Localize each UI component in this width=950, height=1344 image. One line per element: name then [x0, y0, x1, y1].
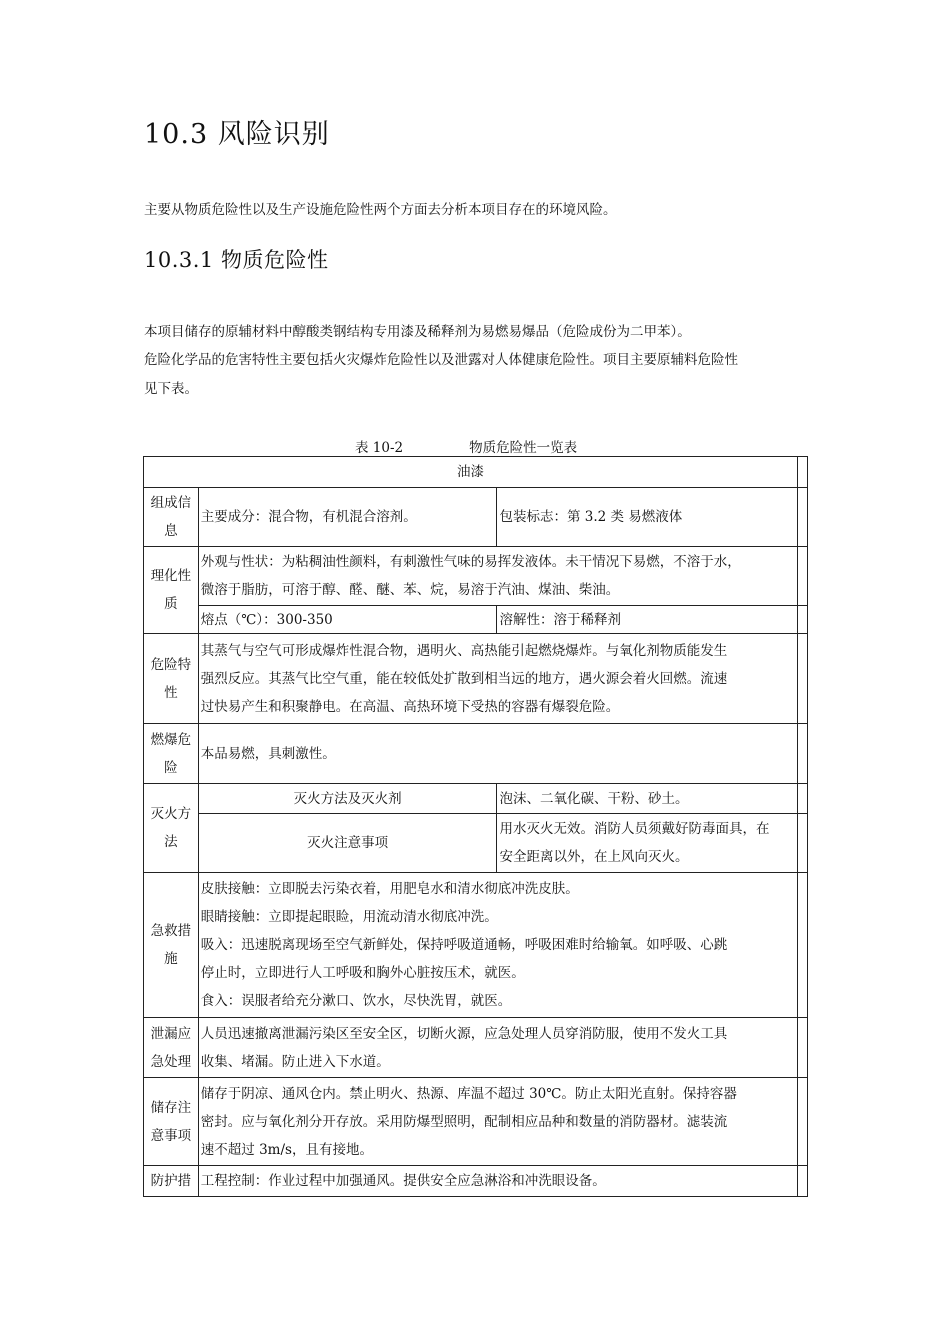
- storage-text: [198, 1078, 797, 1166]
- row-label-storage: [144, 1078, 199, 1166]
- body-paragraph-2-line: 见下表。: [144, 381, 198, 397]
- body-paragraph-2: [144, 346, 814, 404]
- leak-text: [198, 1018, 797, 1078]
- cell-line: 安全距离以外，在上风向灭火。: [499, 849, 689, 865]
- first-aid-text: [198, 873, 797, 1018]
- extinguish-note-label: 灭火注意事项: [198, 814, 497, 873]
- row-label-protect: 防护措: [144, 1166, 199, 1197]
- body-paragraph-2-line: 危险化学品的危害特性主要包括火灾爆炸危险性以及泄露对人体健康危险性。项目主要原辅料危险性: [144, 352, 738, 368]
- body-paragraph-1: 本项目储存的原辅材料中醇酸类钢结构专用漆及稀释剂为易燃易爆品（危险成份为二甲苯）。: [144, 324, 691, 340]
- table-edge-cell: [798, 873, 808, 1018]
- row-label-line: 组成信: [150, 495, 192, 511]
- composition-package: 包装标志：第 3.2 类 易燃液体: [497, 488, 798, 547]
- row-label-line: 施: [164, 951, 178, 967]
- row-label-line: 性: [164, 684, 178, 701]
- cell-line: 眼睛接触：立即提起眼睑，用流动清水彻底冲洗。: [200, 909, 498, 925]
- extinguish-method-value: 泡沫、二氧化碳、干粉、砂土。: [497, 784, 798, 814]
- table-edge-cell: [798, 1166, 808, 1197]
- table-edge-cell: [798, 1078, 808, 1166]
- hazard-table: [143, 456, 808, 1197]
- row-label-line: 储存注: [150, 1099, 192, 1116]
- physchem-solubility: 溶解性：溶于稀释剂: [497, 606, 798, 634]
- intro-paragraph: 主要从物质危险性以及生产设施危险性两个方面去分析本项目存在的环境风险。: [144, 202, 617, 218]
- row-label-line: 危险特: [150, 656, 192, 673]
- fire-hazard-text: 本品易燃，具刺激性。: [198, 724, 797, 784]
- table-row: [144, 1166, 808, 1197]
- table-edge-cell: [798, 634, 808, 724]
- cell-line: 人员迅速撤离泄漏污染区至安全区，切断火源，应急处理人员穿消防服，使用不发火工具: [200, 1025, 728, 1042]
- subsection-heading: 10.3.1 物质危险性: [144, 248, 329, 272]
- table-row: [144, 547, 808, 606]
- cell-line: 食入：误服者给充分漱口、饮水，尽快洗胃，就医。: [200, 993, 512, 1009]
- table-caption: [355, 436, 577, 456]
- table-row: [144, 724, 808, 784]
- table-edge-cell: [798, 814, 808, 873]
- row-label-leak: [144, 1018, 199, 1078]
- table-header-paint: 油漆: [144, 457, 798, 488]
- row-label-line: 息: [164, 523, 178, 539]
- table-row: [144, 457, 808, 488]
- table-row: [144, 814, 808, 873]
- row-label-line: 险: [164, 759, 178, 776]
- cell-line: 强烈反应。其蒸气比空气重，能在较低处扩散到相当远的地方，遇火源会着火回燃。流速: [200, 670, 728, 687]
- cell-line: 储存于阴凉、通风仓内。禁止明火、热源、库温不超过 30℃。防止太阳光直射。保持容器: [200, 1085, 737, 1102]
- table-row: [144, 1018, 808, 1078]
- cell-line: 停止时，立即进行人工呼吸和胸外心脏按压术，就医。: [200, 965, 525, 981]
- table-row: [144, 1078, 808, 1166]
- cell-line: 外观与性状：为粘稠油性颜料，有刺激性气味的易挥发液体。未干情况下易燃，不溶于水，: [200, 554, 741, 570]
- row-label-line: 泄漏应: [150, 1025, 192, 1042]
- cell-line: 速不超过 3m/s，且有接地。: [200, 1141, 373, 1158]
- table-row: [144, 488, 808, 547]
- table-edge-cell: [798, 606, 808, 634]
- table-edge-cell: [798, 488, 808, 547]
- row-label-physchem: [144, 547, 199, 634]
- cell-line: 微溶于脂肪，可溶于醇、醛、醚、苯、烷，易溶于汽油、煤油、柴油。: [200, 582, 620, 598]
- table-caption-title: 物质危险性一览表: [469, 440, 578, 456]
- table-edge-cell: [798, 1018, 808, 1078]
- row-label-composition: [144, 488, 199, 547]
- cell-line: 密封。应与氧化剂分开存放。采用防爆型照明，配制相应品种和数量的消防器材。滤装流: [200, 1113, 728, 1130]
- row-label-first-aid: [144, 873, 199, 1018]
- cell-line: 收集、堵漏。防止进入下水道。: [200, 1053, 390, 1070]
- table-row: [144, 784, 808, 814]
- cell-line: 过快易产生和积聚静电。在高温、高热环境下受热的容器有爆裂危险。: [200, 698, 620, 715]
- section-heading: 10.3 风险识别: [144, 119, 330, 150]
- table-row: [144, 634, 808, 724]
- cell-line: 吸入：迅速脱离现场至空气新鲜处，保持呼吸道通畅，呼吸困难时给输氧。如呼吸、心跳: [200, 937, 728, 953]
- row-label-line: 法: [164, 834, 178, 850]
- composition-main: 主要成分：混合物，有机混合溶剂。: [198, 488, 497, 547]
- protect-text: 工程控制：作业过程中加强通风。提供安全应急淋浴和冲洗眼设备。: [198, 1166, 797, 1197]
- table-caption-number: 表 10-2: [355, 440, 404, 456]
- row-label-line: 燃爆危: [150, 731, 192, 748]
- row-label-fire-hazard: [144, 724, 199, 784]
- row-label-line: 灭火方: [150, 806, 192, 822]
- row-label-line: 急救措: [150, 923, 192, 939]
- extinguish-method-label: 灭火方法及灭火剂: [198, 784, 497, 814]
- table-edge-cell: [798, 784, 808, 814]
- cell-line: 其蒸气与空气可形成爆炸性混合物，遇明火、高热能引起燃烧爆炸。与氧化剂物质能发生: [200, 642, 728, 659]
- table-edge-cell: [798, 724, 808, 784]
- row-label-line: 理化性: [150, 568, 192, 584]
- extinguish-note-value: [497, 814, 798, 873]
- table-row: [144, 873, 808, 1018]
- table-edge-cell: [798, 547, 808, 606]
- row-label-line: 质: [164, 596, 178, 612]
- table-edge-cell: [798, 457, 808, 488]
- cell-line: 皮肤接触：立即脱去污染衣着，用肥皂水和清水彻底冲洗皮肤。: [200, 881, 579, 897]
- row-label-line: 意事项: [150, 1127, 192, 1144]
- physchem-melting: 熔点（℃）：300-350: [198, 606, 497, 634]
- hazard-text: [198, 634, 797, 724]
- row-label-hazard: [144, 634, 199, 724]
- table-row: [144, 606, 808, 634]
- physchem-appearance: [198, 547, 797, 606]
- row-label-line: 急处理: [150, 1053, 192, 1070]
- row-label-extinguish: [144, 784, 199, 873]
- cell-line: 用水灭火无效。消防人员须戴好防毒面具，在: [499, 821, 770, 837]
